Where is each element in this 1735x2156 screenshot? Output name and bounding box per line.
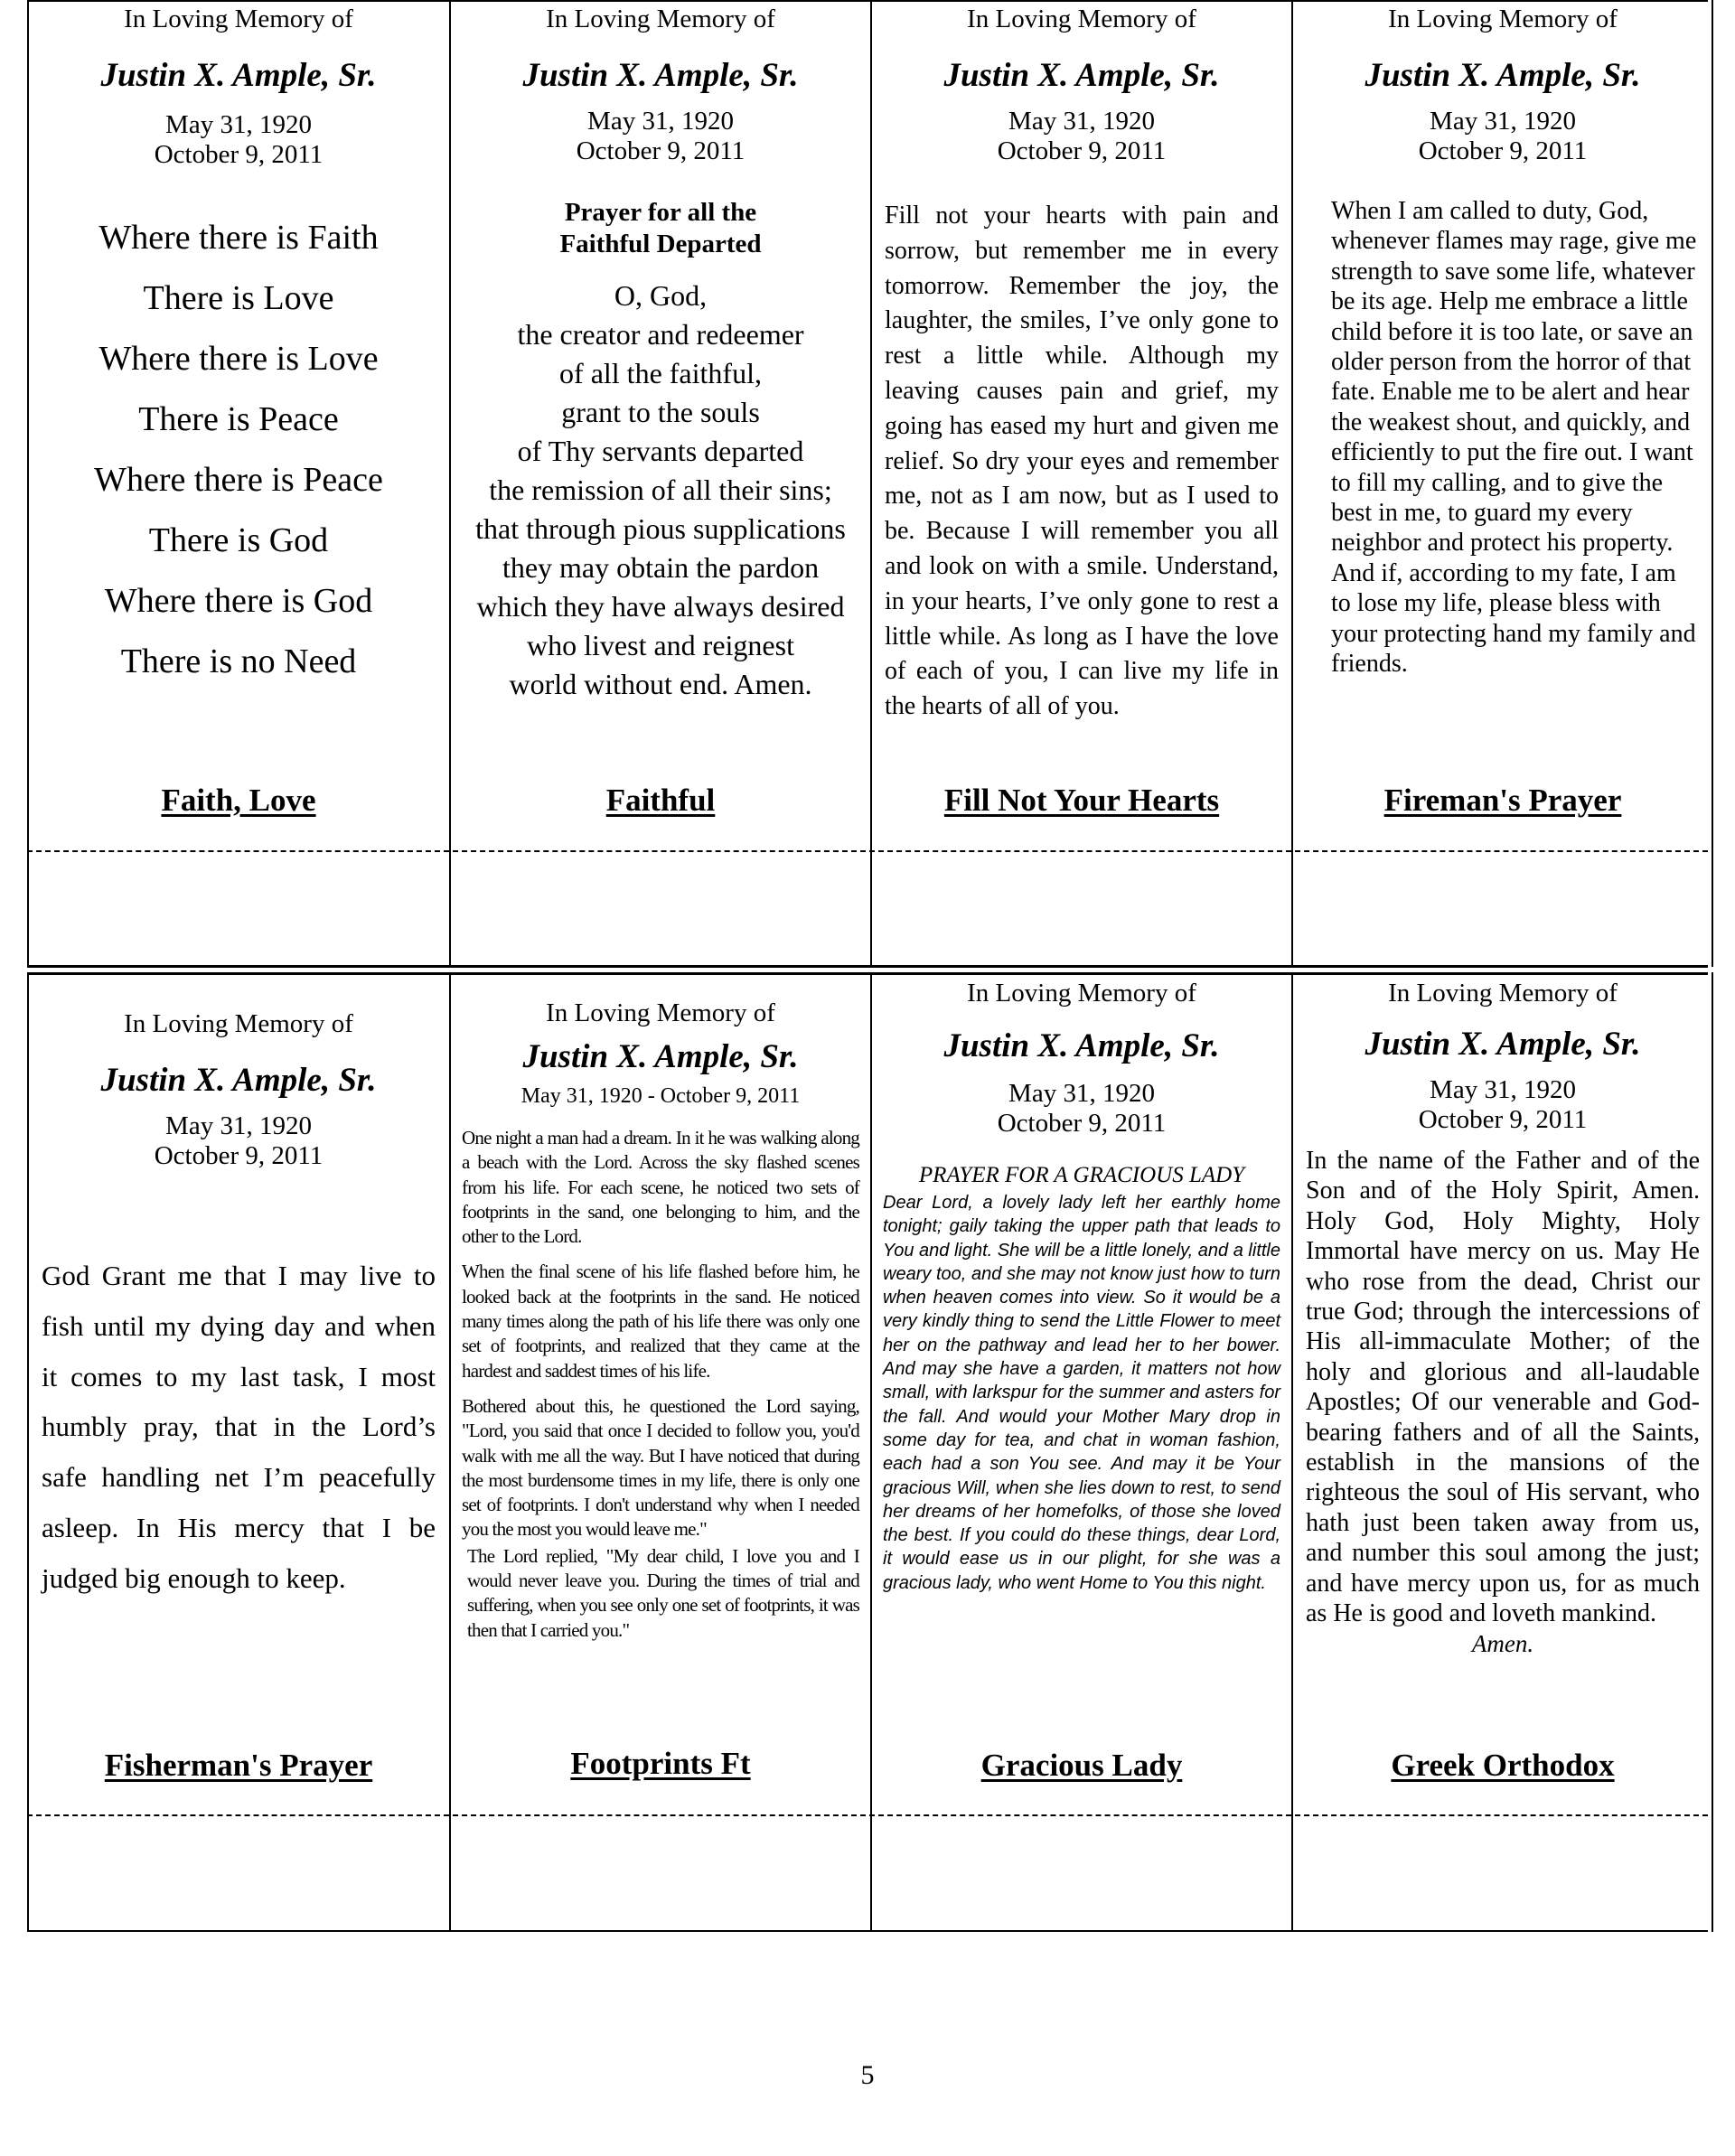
death-date: October 9, 2011 <box>1418 136 1588 165</box>
prayer-text: Dear Lord, a lovely lady left her earthly home tonight; gaily taking the upper path that leads to You and light. She will be a little lonely, and a little weary too, and she may not know just how to turn when heaven comes into view. So it would be a very kindly thing to send the Little Flower to meet her on the pathway and lead her to her bower. And may she have a garden, it matters not how small, with larkspur for the summer and asters for the fall. And would your Mother Mary drop in some day for tea, and chat in woman fashion, each had a son You see. And may it be Your gracious Will, when she lies down to rest, to send her dreams of her homefolks, of those she loved the best. If you could do these things, dear Lord, it would ease us in our plight, for she was a gracious lady, who went Home to You this night. <box>883 1193 1280 1593</box>
card-gracious-lady <box>872 978 1291 1595</box>
deceased-name: Justin X. Ample, Sr. <box>1365 1026 1641 1063</box>
memory-header: In Loving Memory of <box>124 1009 353 1038</box>
prayer-line: which they have always desired <box>476 590 845 623</box>
card-title: Fill Not Your Hearts <box>943 783 1220 818</box>
row2-cut-line <box>27 1814 1708 1816</box>
prayer-heading: PRAYER FOR A GRACIOUS LADY <box>918 1163 1245 1187</box>
prayer-line: O, God, <box>614 279 708 312</box>
memory-header: In Loving Memory of <box>546 5 775 33</box>
poem-line: There is no Need <box>120 642 357 680</box>
row1-cut-line <box>27 850 1708 852</box>
birth-date: May 31, 1920 <box>165 110 312 139</box>
death-date: October 9, 2011 <box>997 136 1167 165</box>
poem-line: Where there is Peace <box>94 461 383 499</box>
deceased-name: Justin X. Ample, Sr. <box>522 57 799 94</box>
deceased-name: Justin X. Ample, Sr. <box>943 1027 1220 1064</box>
deceased-name: Justin X. Ample, Sr. <box>943 57 1220 94</box>
card-title: Greek Orthodox <box>1391 1748 1615 1783</box>
page-number: 5 <box>860 2060 875 2090</box>
memory-header: In Loving Memory of <box>1388 5 1618 33</box>
poem-line: Where there is Love <box>98 340 379 378</box>
card-title: Fireman's Prayer <box>1383 783 1622 818</box>
prayer-line: the creator and redeemer <box>517 318 804 351</box>
card-greek-orthodox <box>1293 978 1712 1658</box>
birth-date: May 31, 1920 <box>1008 1079 1155 1108</box>
poem-paragraph: The Lord replied, "My dear child, I love you and I would never leave you. During the times of trial and suffering, when you see only one set of footprints, it was then that I carried you." <box>467 1544 859 1641</box>
prayer-heading <box>451 197 870 260</box>
poem-text <box>451 1126 870 1643</box>
memory-header: In Loving Memory of <box>546 998 775 1027</box>
card-firemans-prayer <box>1293 4 1712 680</box>
memory-header: In Loving Memory of <box>124 5 353 33</box>
deceased-name: Justin X. Ample, Sr. <box>100 1062 377 1099</box>
death-date: October 9, 2011 <box>997 1109 1167 1138</box>
birth-date: May 31, 1920 <box>165 1111 312 1140</box>
card-faith-love <box>29 4 448 692</box>
prayer-line: they may obtain the pardon <box>502 551 820 584</box>
poem <box>29 208 448 692</box>
prayer-line: who livest and reignest <box>527 629 794 661</box>
birth-date: May 31, 1920 <box>1008 107 1155 136</box>
poem-line: There is Love <box>143 279 334 317</box>
poem-line: Where there is Faith <box>98 219 379 257</box>
row1-bottom-border <box>27 965 1708 968</box>
prayer-text: When I am called to duty, God, whenever flames may rage, give me strength to save some life, whatever be its age. Help me embrace a little child before it is too late, or save an older person from the horror of that fate. Enable me to be alert and hear the weakest shout, and quickly, and efficiently to put the fire out. I want to fill my calling, and to give the best in me, to guard my every neighbor and protect his property. And if, according to my fate, I am to lose my life, please bless with your protecting hand my family and friends. <box>1331 197 1697 679</box>
bottom-border <box>27 1930 1708 1932</box>
deceased-name: Justin X. Ample, Sr. <box>100 57 377 94</box>
card-title: Gracious Lady <box>980 1748 1183 1783</box>
memory-header: In Loving Memory of <box>967 5 1196 33</box>
row2-top-border <box>27 972 1708 975</box>
date-range: May 31, 1920 - October 9, 2011 <box>520 1084 801 1108</box>
card-fishermans-prayer <box>29 1008 448 1604</box>
death-date: October 9, 2011 <box>154 140 324 169</box>
prayer-line: of all the faithful, <box>559 357 762 389</box>
birth-date: May 31, 1920 <box>587 107 734 136</box>
poem-paragraph: Bothered about this, he questioned the Lord saying, "Lord, you said that once I decided to follow you, you'd walk with me all the way. But I have noticed that during the most burdensome times in my life, there is only one set of footprints. I don't understand why when I needed you the most you would leave me." <box>462 1394 859 1541</box>
poem-line: There is Peace <box>138 400 339 438</box>
death-date: October 9, 2011 <box>1418 1105 1588 1134</box>
birth-date: May 31, 1920 <box>1430 1075 1576 1104</box>
prayer-amen: Amen. <box>1471 1629 1534 1657</box>
prayer-line: that through pious supplications <box>475 512 846 545</box>
card-title: Faith, Love <box>161 783 316 818</box>
poem-paragraph: One night a man had a dream. In it he was walking along a beach with the Lord. Across the sky flashed scenes from his life. For each scene, he noticed two sets of footprints in the sand, one belonging to him, and the other to the Lord. <box>462 1127 859 1248</box>
prayer-line: grant to the souls <box>561 396 760 428</box>
poem-paragraph: When the final scene of his life flashed before him, he looked back at the footprints in the sand. He noticed many times along the path of his life there was only one set of footprints, and realized that they came at the hardest and saddest times of his life. <box>462 1261 859 1382</box>
card-title: Fisherman's Prayer <box>104 1748 373 1783</box>
card-fill-not-your-hearts <box>872 4 1291 725</box>
prayer-heading-line: Prayer for all the <box>564 198 757 227</box>
card-title: Faithful <box>605 783 716 818</box>
card-footprints <box>451 998 870 1643</box>
prayer-line: world without end. Amen. <box>509 668 812 700</box>
memory-header: In Loving Memory of <box>967 979 1196 1008</box>
top-border <box>27 0 1708 2</box>
card-faithful <box>451 4 870 704</box>
verse-text: Fill not your hearts with pain and sorrow, but remember me in every tomorrow. Remember the joy, the laughter, the smiles, I’ve only gone to rest a little while. Although my leaving causes pain and grief, my going has eased my hurt and given me relief. So dry your eyes and remember me, not as I am now, but as I used to be. Because I will remember you all and look on with a smile. Understand, in your hearts, I’ve only gone to rest a little while. As long as I have the love of each of you, I can live my life in the hearts of all of you. <box>885 202 1279 721</box>
death-date: October 9, 2011 <box>154 1141 324 1170</box>
deceased-name: Justin X. Ample, Sr. <box>1365 57 1641 94</box>
memory-header: In Loving Memory of <box>1388 979 1618 1008</box>
prayer-line: of Thy servants departed <box>517 435 804 467</box>
prayer-text: God Grant me that I may live to fish until my dying day and when it comes to my last task, I most humbly pray, that in the Lord’s safe handling net I’m peacefully asleep. In His mercy that I be judged big enough to keep. <box>42 1260 436 1594</box>
prayer-text: In the name of the Father and of the Son and of the Holy Spirit, Amen. Holy God, Holy Mighty, Holy Immortal have mercy on us. May He who rose from the dead, Christ our true God; through the intercessions of His all-immaculate Mother; of the holy and glorious and all-laudable Apostles; Of our venerable and God-bearing fathers and of all the Saints, establish in the mansions of the righteous the soul of His servant, who hath just been taken away from us, and number this soul among the just; and have mercy upon us, for as much as He is good and loveth mankind. <box>1306 1147 1700 1628</box>
prayer-heading-line: Faithful Departed <box>559 230 762 258</box>
poem-line: Where there is God <box>104 582 373 620</box>
poem-line: There is God <box>148 521 329 559</box>
card-title: Footprints Ft <box>570 1746 751 1781</box>
prayer-text <box>451 277 870 704</box>
prayer-line: the remission of all their sins; <box>489 473 832 506</box>
birth-date: May 31, 1920 <box>1430 107 1576 136</box>
death-date: October 9, 2011 <box>576 136 746 165</box>
deceased-name: Justin X. Ample, Sr. <box>522 1038 799 1075</box>
